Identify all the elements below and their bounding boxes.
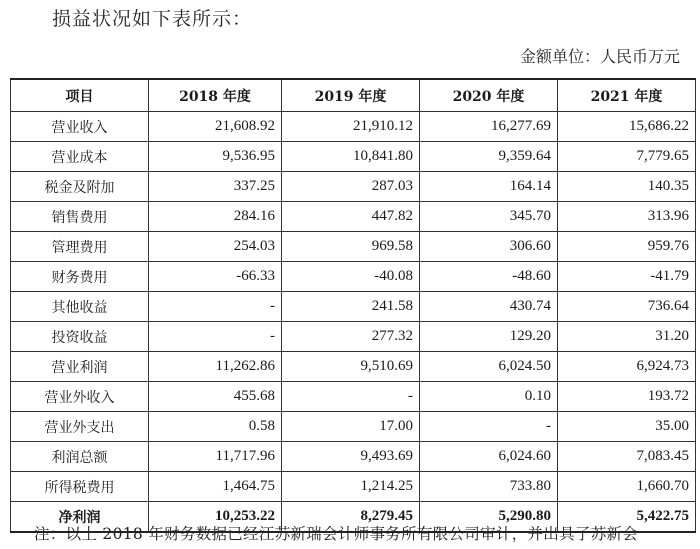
row-label: 营业利润: [11, 352, 149, 382]
intro-text: 损益状况如下表所示：: [52, 8, 253, 30]
cell-2021: 736.64: [558, 292, 696, 322]
cell-2020: 733.80: [420, 472, 558, 502]
table-row: [11, 262, 696, 292]
cell-2020: 306.60: [420, 232, 558, 262]
table-row: [11, 112, 696, 142]
cell-2019: 10,841.80: [282, 142, 420, 172]
header-2018: 2018 年度: [149, 79, 282, 112]
table-row: [11, 472, 696, 502]
footnote-text: 注：以上 2018 年财务数据已经江苏新瑞会计师事务所有限公司审计，并出具了苏新会: [34, 525, 639, 543]
cell-2020: 345.70: [420, 202, 558, 232]
cell-2018: 0.58: [149, 412, 282, 442]
cell-2019: -: [282, 382, 420, 412]
cell-2021: 35.00: [558, 412, 696, 442]
table-row: [11, 142, 696, 172]
cell-2019: -40.08: [282, 262, 420, 292]
cell-2019: 21,910.12: [282, 112, 420, 142]
table-row: [11, 442, 696, 472]
cell-2018: 1,464.75: [149, 472, 282, 502]
cell-2018: 11,717.96: [149, 442, 282, 472]
cell-2020: 430.74: [420, 292, 558, 322]
cell-2020: 6,024.60: [420, 442, 558, 472]
cell-2019: 447.82: [282, 202, 420, 232]
cell-2020: -: [420, 412, 558, 442]
cell-2018: 254.03: [149, 232, 282, 262]
cell-2018: 284.16: [149, 202, 282, 232]
table-row: [11, 172, 696, 202]
table-row: [11, 232, 696, 262]
cell-2019: 9,493.69: [282, 442, 420, 472]
cell-2020: 0.10: [420, 382, 558, 412]
cell-2018: 455.68: [149, 382, 282, 412]
cell-2021: 140.35: [558, 172, 696, 202]
cell-2018: 9,536.95: [149, 142, 282, 172]
row-label: 财务费用: [11, 262, 149, 292]
cell-2018: -: [149, 322, 282, 352]
profit-loss-table: [10, 78, 696, 533]
cell-2018: -66.33: [149, 262, 282, 292]
header-2020: 2020 年度: [420, 79, 558, 112]
row-label: 税金及附加: [11, 172, 149, 202]
cell-2021: 313.96: [558, 202, 696, 232]
cell-2021: 193.72: [558, 382, 696, 412]
table-row: [11, 412, 696, 442]
cell-2021: 959.76: [558, 232, 696, 262]
cell-2021: 7,083.45: [558, 442, 696, 472]
cell-2019: 241.58: [282, 292, 420, 322]
cell-2021: 31.20: [558, 322, 696, 352]
table-row: [11, 352, 696, 382]
row-label: 其他收益: [11, 292, 149, 322]
cell-2019: 969.58: [282, 232, 420, 262]
row-label: 营业收入: [11, 112, 149, 142]
cell-2020: 16,277.69: [420, 112, 558, 142]
row-label: 投资收益: [11, 322, 149, 352]
cell-2019: 8,279.45: [282, 502, 420, 533]
table-row: [11, 322, 696, 352]
cell-2020: 6,024.50: [420, 352, 558, 382]
cell-2018: 337.25: [149, 172, 282, 202]
header-item: 项目: [11, 79, 149, 112]
cell-2020: 5,290.80: [420, 502, 558, 533]
cell-2018: -: [149, 292, 282, 322]
cell-2020: 164.14: [420, 172, 558, 202]
row-label: 利润总额: [11, 442, 149, 472]
cell-2019: 1,214.25: [282, 472, 420, 502]
cell-2021: 7,779.65: [558, 142, 696, 172]
header-2019: 2019 年度: [282, 79, 420, 112]
row-label: 营业成本: [11, 142, 149, 172]
cell-2019: 9,510.69: [282, 352, 420, 382]
row-label: 所得税费用: [11, 472, 149, 502]
table-header-row: [11, 79, 696, 112]
cell-2020: 9,359.64: [420, 142, 558, 172]
cell-2018: 11,262.86: [149, 352, 282, 382]
cell-2018: 10,253.22: [149, 502, 282, 533]
cell-2021: 6,924.73: [558, 352, 696, 382]
cell-2020: -48.60: [420, 262, 558, 292]
cell-2021: 15,686.22: [558, 112, 696, 142]
cell-2019: 17.00: [282, 412, 420, 442]
row-label: 管理费用: [11, 232, 149, 262]
table-row: [11, 292, 696, 322]
table-row: [11, 202, 696, 232]
row-label: 净利润: [11, 502, 149, 533]
cell-2019: 277.32: [282, 322, 420, 352]
cell-2021: 1,660.70: [558, 472, 696, 502]
row-label: 营业外收入: [11, 382, 149, 412]
cell-2020: 129.20: [420, 322, 558, 352]
table-row: [11, 382, 696, 412]
unit-label: 金额单位：人民币万元: [519, 47, 680, 66]
cell-2018: 21,608.92: [149, 112, 282, 142]
cell-2021: -41.79: [558, 262, 696, 292]
header-2021: 2021 年度: [558, 79, 696, 112]
cell-2021: 5,422.75: [558, 502, 696, 533]
row-label: 营业外支出: [11, 412, 149, 442]
row-label: 销售费用: [11, 202, 149, 232]
cell-2019: 287.03: [282, 172, 420, 202]
